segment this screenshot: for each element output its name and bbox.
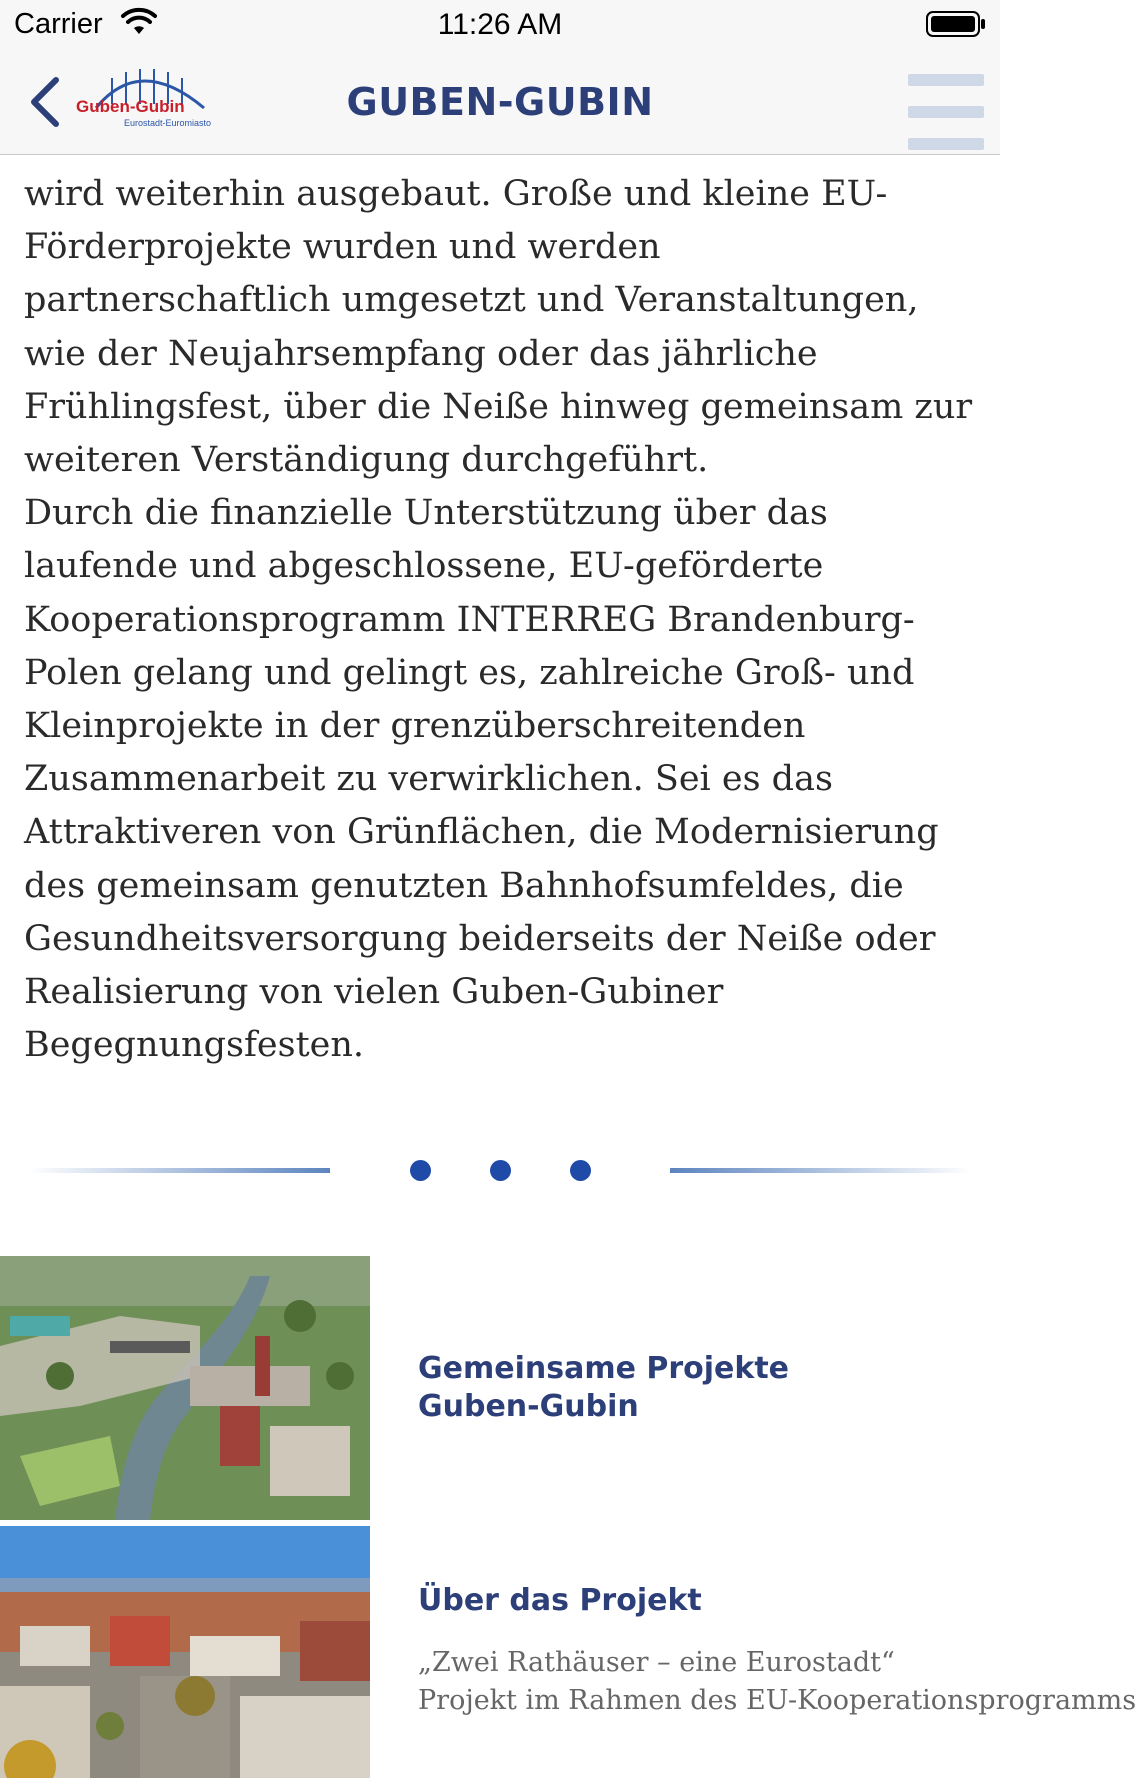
card-title [418, 1350, 978, 1426]
menu-button[interactable] [908, 62, 986, 142]
svg-text:Guben-Gubin: Guben-Gubin [76, 97, 185, 116]
carrier-label: Carrier [14, 8, 103, 40]
menu-icon [908, 74, 984, 86]
divider-dot [570, 1160, 591, 1181]
navigation-bar [0, 50, 1000, 155]
card-title-line: Guben-Gubin [418, 1389, 639, 1424]
divider-line-right [670, 1168, 972, 1173]
card-ueber-das-projekt[interactable] [0, 1526, 1136, 1778]
divider-dot [490, 1160, 511, 1181]
card-gemeinsame-projekte[interactable] [0, 1256, 1000, 1520]
card-description-line: „Zwei Rathäuser – eine Eurostadt“ [418, 1647, 895, 1678]
article-text: wird weiterhin ausgebaut. Große und kleine EU- Förderprojekte wurden und werden partnerschaftlich umgesetzt und Veranstaltungen, wie der Neujahrsempfang oder das jährliche Frühlingsfest, über die Neiße hinweg gemeinsam zur weiteren Verständigung durchgeführt. Durch die finanzielle Unterstützung über das laufende und abgeschlossene, EU-geförderte Kooperationsprogramm INTERREG Brandenburg- Polen gelang und gelingt es, zahlreiche Groß- und Kleinprojekte in der grenzüberschreitenden Zusammenarbeit zu verwirklichen. Sei es das Attraktiveren von Grünflächen, die Modernisierung des gemeinsam genutzten Bahnhofsumfeldes, die Gesundheitsversorgung beiderseits der Neiße oder Realisierung von vielen Guben-Gubiner Begegnungsfesten. [24, 174, 973, 1066]
card-description [418, 1644, 1136, 1720]
article-content [0, 155, 1000, 1105]
divider-dot [410, 1160, 431, 1181]
page-title: GUBEN-GUBIN [346, 80, 654, 124]
status-bar [0, 0, 1000, 50]
clock: 11:26 AM [437, 8, 563, 41]
divider-line-left [28, 1168, 330, 1173]
card-title: Über das Projekt [418, 1583, 702, 1618]
battery-icon [926, 11, 986, 37]
aerial-town-square-image [0, 1526, 370, 1778]
card-title-line: Gemeinsame Projekte [418, 1351, 790, 1386]
card-description-line: Projekt im Rahmen des EU-Kooperationsprogramms [418, 1685, 1136, 1716]
section-divider [0, 1150, 1000, 1190]
svg-text:Eurostadt-Euromiasto: Eurostadt-Euromiasto [124, 118, 212, 128]
aerial-river-town-image [0, 1256, 370, 1520]
